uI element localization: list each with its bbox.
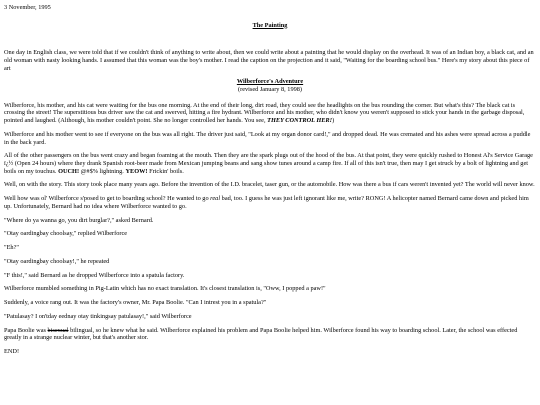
story-paragraph-7: "Otay oardingbay choolsay," replied Wilberforce bbox=[4, 230, 128, 238]
text-span: Wilberforce, his mother, and his cat were waiting for the bus one morning. At the end of their long, dirt road, they could see the headlights on the bus rounding the corner. But what's this? The black cat is crossing the street! The superstitious bus driver saw the cat and swerved, hitting a fire hydrant. Wilberforce and his mother, who didn't know you weren't supposed to stick your hands in the garbage disposal, pointed and laughed. (Although, his mother couldn't point. She no longer controlled her hands. You see, bbox=[4, 101, 525, 125]
date-line: 3 November, 1995 bbox=[4, 4, 51, 11]
story-paragraph-5 bbox=[4, 195, 536, 210]
text-span: All of the other passengers on the bus went crazy and began foaming at the mouth. Then they are the spark plugs out of the hood of the bus. At that point, they were quickly rushed to Honest Al's Service Garage ï¿½ (Open 24 hours) where they drank Spanish root-beer made from Mexican jumping beans and sang show tunes around a camp fire. If all of this isn't true, then may I get struck by a bolt of lightning and get boils on my touchus. bbox=[4, 152, 533, 175]
story-heading bbox=[4, 78, 536, 93]
story-paragraph-4: Well, on with the story. This story took place many years ago. Before the invention of the I.D. bracelet, taser gun, or the automobile. How was there a bus if cars weren't invented yet? The world will never know. bbox=[4, 181, 535, 189]
intro-paragraph: One day in English class, we were told that if we couldn't think of anything to write about, then we could write about a painting that he would display on the overhead. It was of an Indian boy, a black cat, and an old woman with nasty looking hands. I assumed that this woman was the boy's mother. I read the caption on the projection and it said, "Waiting for the boarding school bus." Here's my story about this piece of art bbox=[4, 49, 534, 72]
emphasis-text: THEY CONTROL HER! bbox=[267, 117, 333, 125]
text-span: Well how was ol' Wilberforce s'posed to get to boarding school? He wanted to go bbox=[4, 195, 211, 203]
story-paragraph-3 bbox=[4, 152, 536, 175]
document-title: The Painting bbox=[252, 21, 288, 29]
story-paragraph-11: Wilberforce mumbled something in Pig-Latin which has no exact translation. It's closest translation is, "Oww, I popped a paw!" bbox=[4, 285, 326, 293]
story-paragraph-1 bbox=[4, 102, 536, 125]
story-title: Wilberforce's Adventure bbox=[236, 78, 304, 86]
story-paragraph-8: "Eh?" bbox=[4, 244, 19, 252]
text-span: ) bbox=[332, 117, 335, 125]
text-span: Frickin' boils. bbox=[147, 167, 184, 175]
story-paragraph-12: Suddenly, a voice rang out. It was the factory's owner, Mr. Papa Boolie. "Can I intrest you in a spatula?" bbox=[4, 299, 267, 307]
story-revised-date: (revised January 8, 1998) bbox=[238, 86, 302, 94]
story-paragraph-6: "Where do ya wanna go, you dirt burglar?," asked Bernard. bbox=[4, 216, 154, 224]
text-span: bilingual, so he knew what he said. Wilberforce explained his problem and Papa Boolie helped him. Wilberforce found his way to boarding school. Later, the school was effected greatly in a strange nuclear winter, but that's another stor. bbox=[4, 326, 518, 342]
bold-text: YEOW! bbox=[125, 167, 148, 175]
text-span: bad, too. I guess he was just left ignorant like me, write? RONG! A helicopter named Bernard came down and picked him up. Unfortunately, Bernard had no idea where Wilberforce wanted to go. bbox=[4, 195, 529, 210]
story-paragraph-9: "Otay oardingbay choolsay!," he repeated bbox=[4, 257, 110, 265]
text-span: @#$% lightning. bbox=[79, 167, 126, 175]
story-paragraph-2: Wilberforce and his mother went to see if everyone on the bus was all right. The driver just said, "Look at my organ donor card!," and dropped dead. He was cremated and his ashes were spread across a puddle in the back yard. bbox=[4, 130, 531, 146]
story-paragraph-10: "F this!," said Bernard as he dropped Wilberforce into a spatula factory. bbox=[4, 271, 185, 279]
text-span: Papa Boolie was bbox=[4, 326, 48, 334]
end-marker: END! bbox=[4, 348, 20, 356]
bold-text: OUCH! bbox=[58, 167, 80, 175]
story-paragraph-14 bbox=[4, 327, 536, 342]
strikethrough-text: bisexual bbox=[47, 326, 69, 334]
italic-text: real bbox=[210, 195, 221, 203]
story-paragraph-13: "Patulasay? I on'tday eednay otay tinkingsay patulasay!," said Wilberforce bbox=[4, 313, 192, 321]
